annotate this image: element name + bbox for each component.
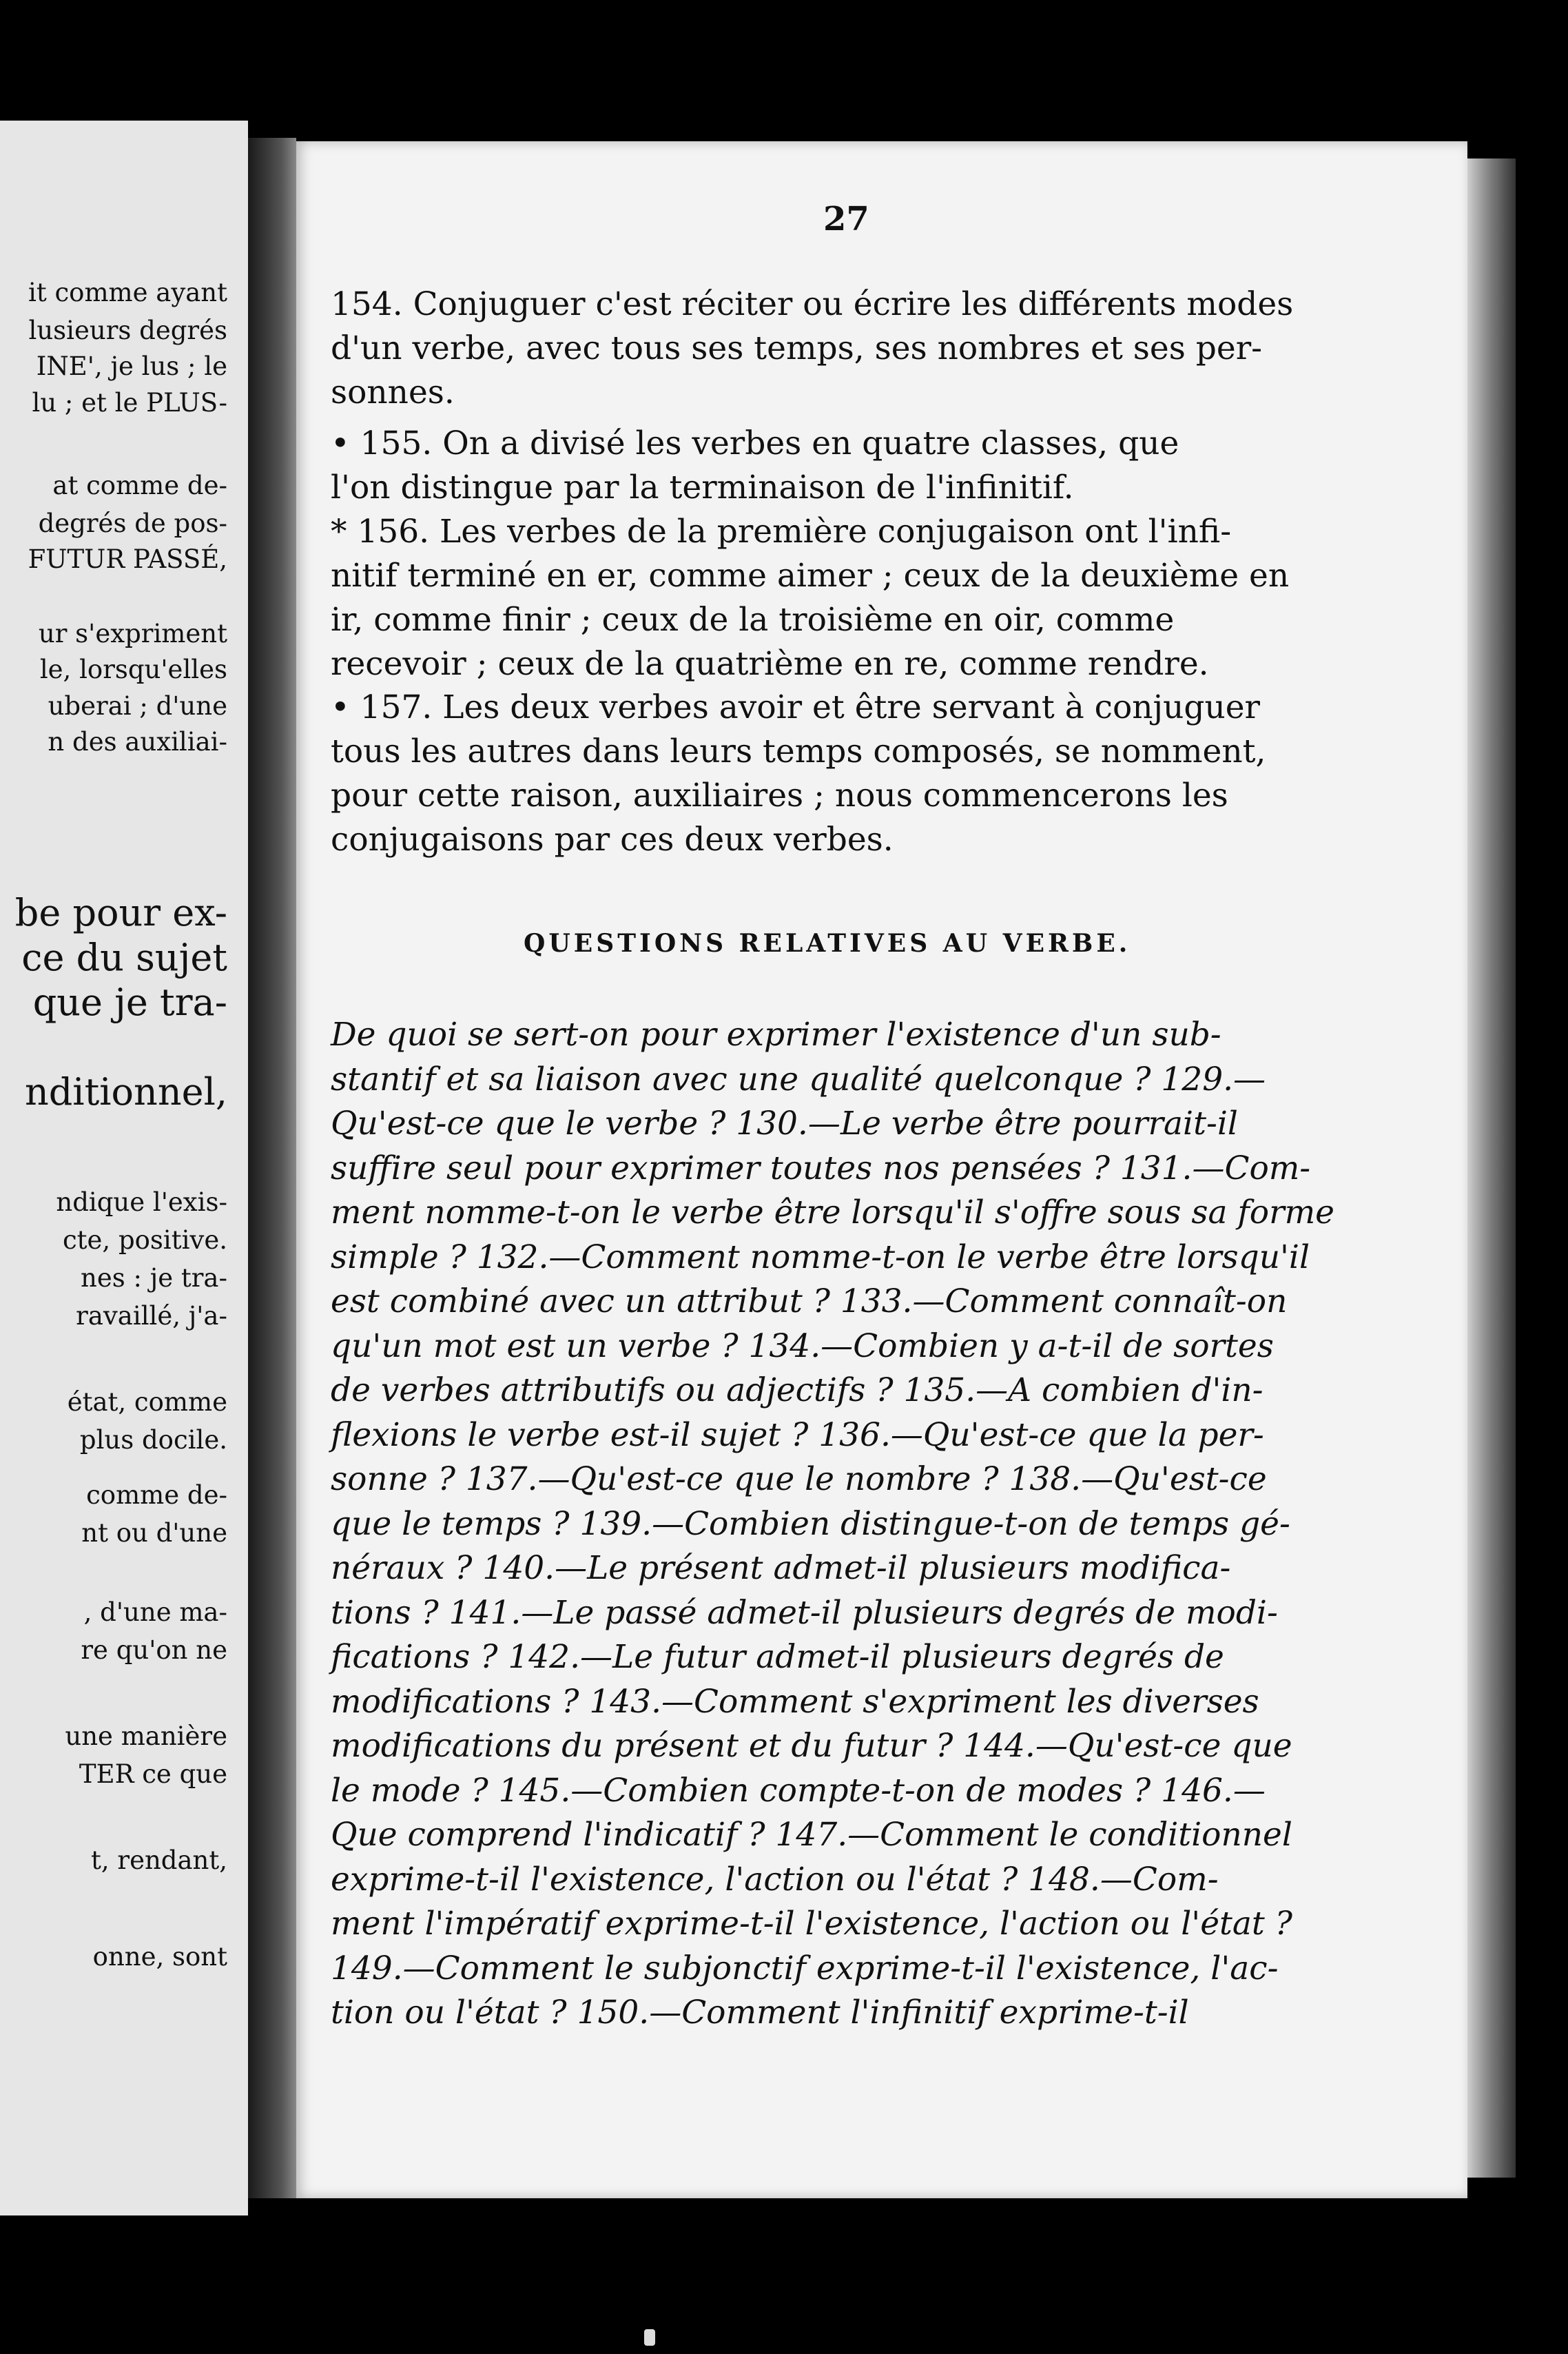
question-line: exprime-t-il l'existence, l'action ou l'état ? 148.—Com- (331, 1860, 1219, 1898)
question-line: modifications ? 143.—Comment s'expriment les diverses (331, 1682, 1259, 1721)
question-line: est combiné avec un attribut ? 133.—Comment connaît-on (331, 1282, 1288, 1320)
text-line: pour cette raison, auxiliaires ; nous commencerons les (331, 777, 1228, 815)
left-page-line: le, lorsqu'elles (39, 655, 227, 684)
question-line: le mode ? 145.—Combien compte-t-on de modes ? 146.— (331, 1771, 1266, 1810)
question-line: tions ? 141.—Le passé admet-il plusieurs degrés de modi- (331, 1593, 1278, 1632)
left-page-line: be pour ex- (14, 891, 227, 934)
left-page-line: nt ou d'une (81, 1518, 227, 1548)
question-line: stantif et sa liaison avec une qualité quelconque ? 129.— (331, 1060, 1266, 1098)
question-line: fications ? 142.—Le futur admet-il plusieurs degrés de (331, 1638, 1224, 1676)
text-line: ir, comme finir ; ceux de la troisième en oir, comme (331, 601, 1175, 639)
question-line: ment nomme-t-on le verbe être lorsqu'il s'offre sous sa forme (331, 1194, 1334, 1231)
left-page-line: lusieurs degrés (28, 316, 227, 345)
question-line: qu'un mot est un verbe ? 134.—Combien y a-t-il de sortes (331, 1327, 1274, 1365)
left-page-line: que je tra- (32, 981, 227, 1024)
left-page-line: it comme ayant (28, 278, 227, 307)
left-page-line: , d'une ma- (83, 1597, 227, 1627)
left-page-line: FUTUR PASSÉ, (28, 544, 227, 574)
paragraph-155 (331, 422, 1350, 510)
left-page-line: onne, sont (92, 1942, 227, 1972)
question-line: que le temps ? 139.—Combien distingue-t-on de temps gé- (331, 1504, 1290, 1543)
text-line: • 157. Les deux verbes avoir et être servant à conjuguer (331, 688, 1261, 726)
section-heading: QUESTIONS RELATIVES AU VERBE. (524, 929, 1131, 958)
text-line: d'un verbe, avec tous ses temps, ses nombres et ses per- (331, 329, 1263, 367)
text-line: sonnes. (331, 373, 455, 411)
scan-mark (644, 2329, 655, 2346)
question-line: de verbes attributifs ou adjectifs ? 135.—A combien d'in- (331, 1371, 1263, 1409)
left-page-line: INE', je lus ; le (36, 351, 227, 381)
text-line: • 155. On a divisé les verbes en quatre classes, que (331, 424, 1179, 462)
left-page-line: t, rendant, (90, 1845, 227, 1875)
question-line: Que comprend l'indicatif ? 147.—Comment le conditionnel (331, 1816, 1292, 1854)
questions-block (331, 1013, 1350, 2036)
left-page-line: ravaillé, j'a- (76, 1301, 227, 1331)
question-line: Qu'est-ce que le verbe ? 130.—Le verbe être pourrait-il (331, 1105, 1238, 1143)
question-line: néraux ? 140.—Le présent admet-il plusieurs modifica- (331, 1549, 1231, 1587)
left-page (0, 121, 248, 2215)
left-page-line: re qu'on ne (81, 1635, 227, 1665)
question-line: ment l'impératif exprime-t-il l'existence, l'action ou l'état ? (331, 1905, 1292, 1943)
left-page-line: ndique l'exis- (56, 1187, 227, 1217)
left-page-line: nes : je tra- (81, 1263, 227, 1293)
text-line: 154. Conjuguer c'est réciter ou écrire les différents modes (331, 285, 1294, 323)
paragraph-154 (331, 283, 1350, 415)
text-line: recevoir ; ceux de la quatrième en re, comme rendre. (331, 645, 1209, 683)
text-line: * 156. Les verbes de la première conjugaison ont l'infi- (331, 513, 1232, 551)
left-page-line: uberai ; d'une (48, 691, 227, 721)
question-line: suffire seul pour exprimer toutes nos pensées ? 131.—Com- (331, 1149, 1311, 1187)
question-line: modifications du présent et du futur ? 144.—Qu'est-ce que (331, 1727, 1292, 1765)
left-page-line: ur s'expriment (38, 619, 227, 648)
text-line: l'on distingue par la terminaison de l'infinitif. (331, 469, 1074, 506)
left-page-line: ce du sujet (21, 936, 227, 979)
left-page-line: lu ; et le PLUS- (32, 388, 227, 418)
question-line: sonne ? 137.—Qu'est-ce que le nombre ? 138.—Qu'est-ce (331, 1460, 1267, 1498)
left-page-line: plus docile. (79, 1425, 227, 1455)
paragraph-157 (331, 686, 1350, 862)
left-page-line: comme de- (86, 1480, 227, 1510)
left-page-line: at comme de- (52, 471, 227, 500)
left-page-line: cte, positive. (62, 1225, 227, 1255)
text-line: nitif terminé en er, comme aimer ; ceux de la deuxième en (331, 557, 1290, 595)
text-line: tous les autres dans leurs temps composés, se nomment, (331, 733, 1266, 770)
left-page-line: une manière (65, 1721, 227, 1751)
text-line: conjugaisons par ces deux verbes. (331, 821, 894, 859)
left-page-line: degrés de pos- (38, 509, 227, 538)
question-line: tion ou l'état ? 150.—Comment l'infinitif exprime-t-il (331, 1994, 1189, 2031)
question-line: simple ? 132.—Comment nomme-t-on le verbe être lorsqu'il (331, 1238, 1310, 1276)
page-edge-shadow (1467, 158, 1516, 2178)
question-line: flexions le verbe est-il sujet ? 136.—Qu'est-ce que la per- (331, 1415, 1264, 1454)
paragraph-156 (331, 510, 1350, 686)
left-page-line: état, comme (67, 1387, 227, 1417)
question-line: De quoi se sert-on pour exprimer l'existence d'un sub- (331, 1016, 1221, 1054)
left-page-line: nditionnel, (24, 1070, 227, 1114)
left-page-line: n des auxiliai- (48, 727, 227, 757)
left-page-line: TER ce que (79, 1759, 227, 1789)
book-gutter (248, 138, 296, 2198)
question-line: 149.—Comment le subjonctif exprime-t-il l'existence, l'ac- (331, 1949, 1279, 1987)
page-number: 27 (823, 200, 869, 238)
